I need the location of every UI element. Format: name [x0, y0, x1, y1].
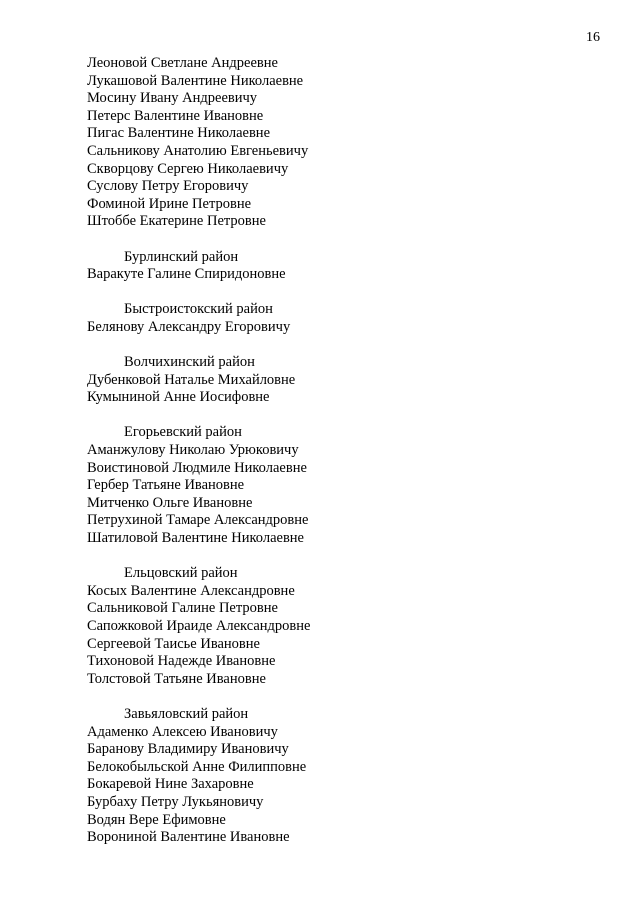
district-heading: Завьяловский район: [124, 705, 249, 722]
person-name: Петерс Валентине Ивановне: [87, 107, 264, 124]
blank-line: [87, 231, 587, 249]
blank-line: [87, 548, 587, 566]
person-name: Косых Валентине Александровне: [87, 582, 295, 599]
person-name: Фоминой Ирине Петровне: [87, 195, 252, 212]
person-name: Суслову Петру Егоровичу: [87, 178, 249, 195]
blank-line: [87, 688, 587, 706]
document-body: [87, 55, 587, 847]
person-name: Митченко Ольге Ивановне: [87, 494, 253, 511]
person-name: Ворониной Валентине Ивановне: [87, 829, 290, 846]
blank-line: [87, 337, 587, 355]
person-name: Петрухиной Тамаре Александровне: [87, 512, 309, 529]
person-name: Баранову Владимиру Ивановичу: [87, 741, 289, 758]
district-heading: Ельцовский район: [124, 565, 238, 582]
person-name: Лукашовой Валентине Николаевне: [87, 72, 304, 89]
blank-line: [87, 407, 587, 425]
person-name: Водян Вере Ефимовне: [87, 811, 226, 828]
person-name: Бурбаху Петру Лукьяновичу: [87, 793, 264, 810]
person-name: Белянову Александру Егоровичу: [87, 318, 291, 335]
person-name: Дубенковой Наталье Михайловне: [87, 371, 296, 388]
person-name: Сальникову Анатолию Евгеньевичу: [87, 142, 309, 159]
person-name: Кумыниной Анне Иосифовне: [87, 389, 270, 406]
person-name: Мосину Ивану Андреевичу: [87, 90, 258, 107]
person-name: Воистиновой Людмиле Николаевне: [87, 459, 307, 476]
district-section: [87, 565, 587, 688]
district-section: [87, 424, 587, 547]
blank-line: [87, 284, 587, 302]
person-name: Варакуте Галине Спиридоновне: [87, 266, 286, 283]
page-number: 16: [586, 30, 600, 45]
person-name: Сапожковой Ираиде Александровне: [87, 618, 311, 634]
person-name: Толстовой Татьяне Ивановне: [87, 670, 266, 687]
district-heading: Волчихинский район: [124, 354, 255, 371]
district-section: [87, 706, 587, 847]
person-name: Штоббе Екатерине Петровне: [87, 213, 266, 230]
district-heading: Бурлинский район: [124, 248, 239, 265]
district-heading: Быстроистокский район: [124, 301, 273, 318]
person-name: Аманжулову Николаю Урюковичу: [87, 442, 299, 459]
person-name: Белокобыльской Анне Филипповне: [87, 758, 307, 775]
person-name: Леоновой Светлане Андреевне: [87, 55, 278, 71]
person-name: Сергеевой Таисье Ивановне: [87, 635, 260, 652]
district-section: [87, 354, 587, 407]
person-name: Сальниковой Галине Петровне: [87, 600, 278, 617]
person-name: Пигас Валентине Николаевне: [87, 125, 271, 142]
person-name: Адаменко Алексею Ивановичу: [87, 723, 278, 740]
district-heading: Егорьевский район: [124, 424, 242, 441]
district-section: [87, 301, 587, 336]
district-section: [87, 249, 587, 284]
person-name: Тихоновой Надежде Ивановне: [87, 653, 276, 670]
person-name: Скворцову Сергею Николаевичу: [87, 160, 289, 177]
person-name: Гербер Татьяне Ивановне: [87, 477, 245, 494]
person-name: Бокаревой Нине Захаровне: [87, 776, 254, 793]
intro-name-list: [87, 55, 587, 231]
person-name: Шатиловой Валентине Николаевне: [87, 530, 304, 547]
